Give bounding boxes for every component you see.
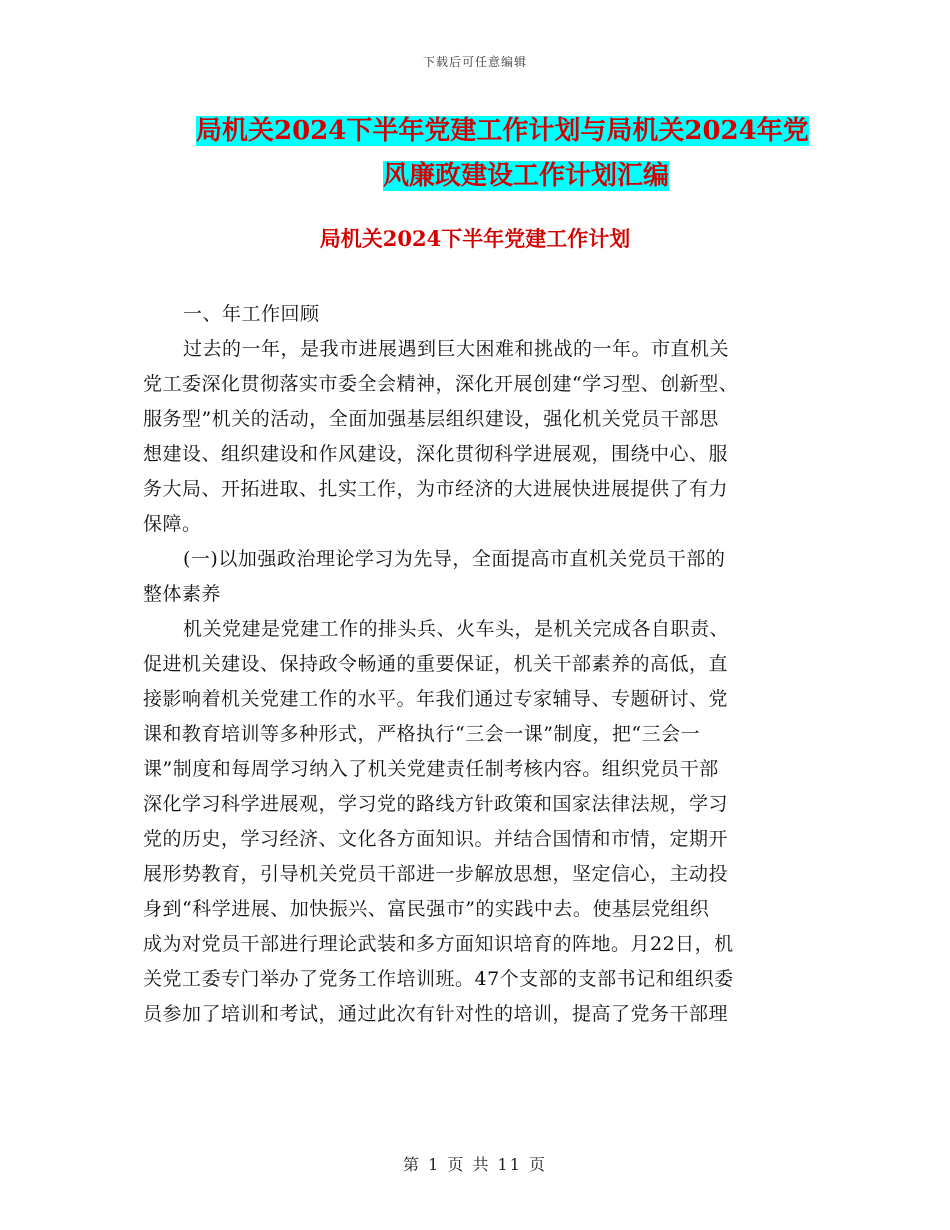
body-line: 机关党建是党建工作的排头兵、火车头，是机关完成各自职责、 bbox=[183, 618, 730, 640]
body-line: 课”制度和每周学习纳入了机关党建责任制考核内容。组织党员干部 bbox=[143, 758, 719, 780]
body-line: 务大局、开拓进取、扎实工作，为市经济的大进展快进展提供了有力 bbox=[143, 478, 729, 500]
body-line: 服务型”机关的活动，全面加强基层组织建设，强化机关党员干部思 bbox=[143, 408, 719, 430]
body-line: 过去的一年，是我市进展遇到巨大困难和挑战的一年。市直机关 bbox=[183, 338, 730, 360]
page-header-note: 下载后可任意编辑 bbox=[422, 55, 527, 69]
body-line: 关党工委专门举办了党务工作培训班。47个支部的支部书记和组织委 bbox=[143, 968, 734, 990]
body-line: 员参加了培训和考试，通过此次有针对性的培训，提高了党务干部理 bbox=[143, 1003, 729, 1025]
body-line: 身到“科学进展、加快振兴、富民强市”的实践中去。使基层党组织 bbox=[143, 898, 710, 920]
section-title: 局机关2024下半年党建工作计划 bbox=[319, 226, 631, 251]
page-number-footer: 第 1 页 共 11 页 bbox=[403, 1155, 547, 1174]
body-line: 党工委深化贯彻落实市委全会精神，深化开展创建“学习型、创新型、 bbox=[143, 373, 739, 395]
body-line: 展形势教育，引导机关党员干部进一步解放思想，坚定信心，主动投 bbox=[143, 863, 729, 885]
document-body bbox=[143, 297, 813, 1032]
body-line: 整体素养 bbox=[143, 583, 222, 605]
body-line: (一)以加强政治理论学习为先导，全面提高市直机关党员干部的 bbox=[183, 548, 726, 570]
body-line: 成为对党员干部进行理论武装和多方面知识培育的阵地。月22日，机 bbox=[143, 933, 734, 955]
document-title-line-2 bbox=[383, 154, 950, 198]
body-line: 保障。 bbox=[143, 513, 202, 535]
document-title-line-1-text: 局机关2024下半年党建工作计划与局机关2024年党 bbox=[196, 116, 809, 146]
document-title-line-1 bbox=[196, 109, 856, 153]
body-line: 一、年工作回顾 bbox=[183, 303, 320, 325]
body-line: 接影响着机关党建工作的水平。年我们通过专家辅导、专题研讨、党 bbox=[143, 688, 729, 710]
body-line: 想建设、组织建设和作风建设，深化贯彻科学进展观，围绕中心、服 bbox=[143, 443, 729, 465]
body-line: 课和教育培训等多种形式，严格执行“三会一课”制度，把“三会一 bbox=[143, 723, 701, 745]
document-title-line-2-text: 风廉政建设工作计划汇编 bbox=[383, 161, 670, 191]
body-line: 党的历史，学习经济、文化各方面知识。并结合国情和市情，定期开 bbox=[143, 828, 729, 850]
body-line: 促进机关建设、保持政令畅通的重要保证，机关干部素养的高低，直 bbox=[143, 653, 729, 675]
body-line: 深化学习科学进展观，学习党的路线方针政策和国家法律法规，学习 bbox=[143, 793, 729, 815]
